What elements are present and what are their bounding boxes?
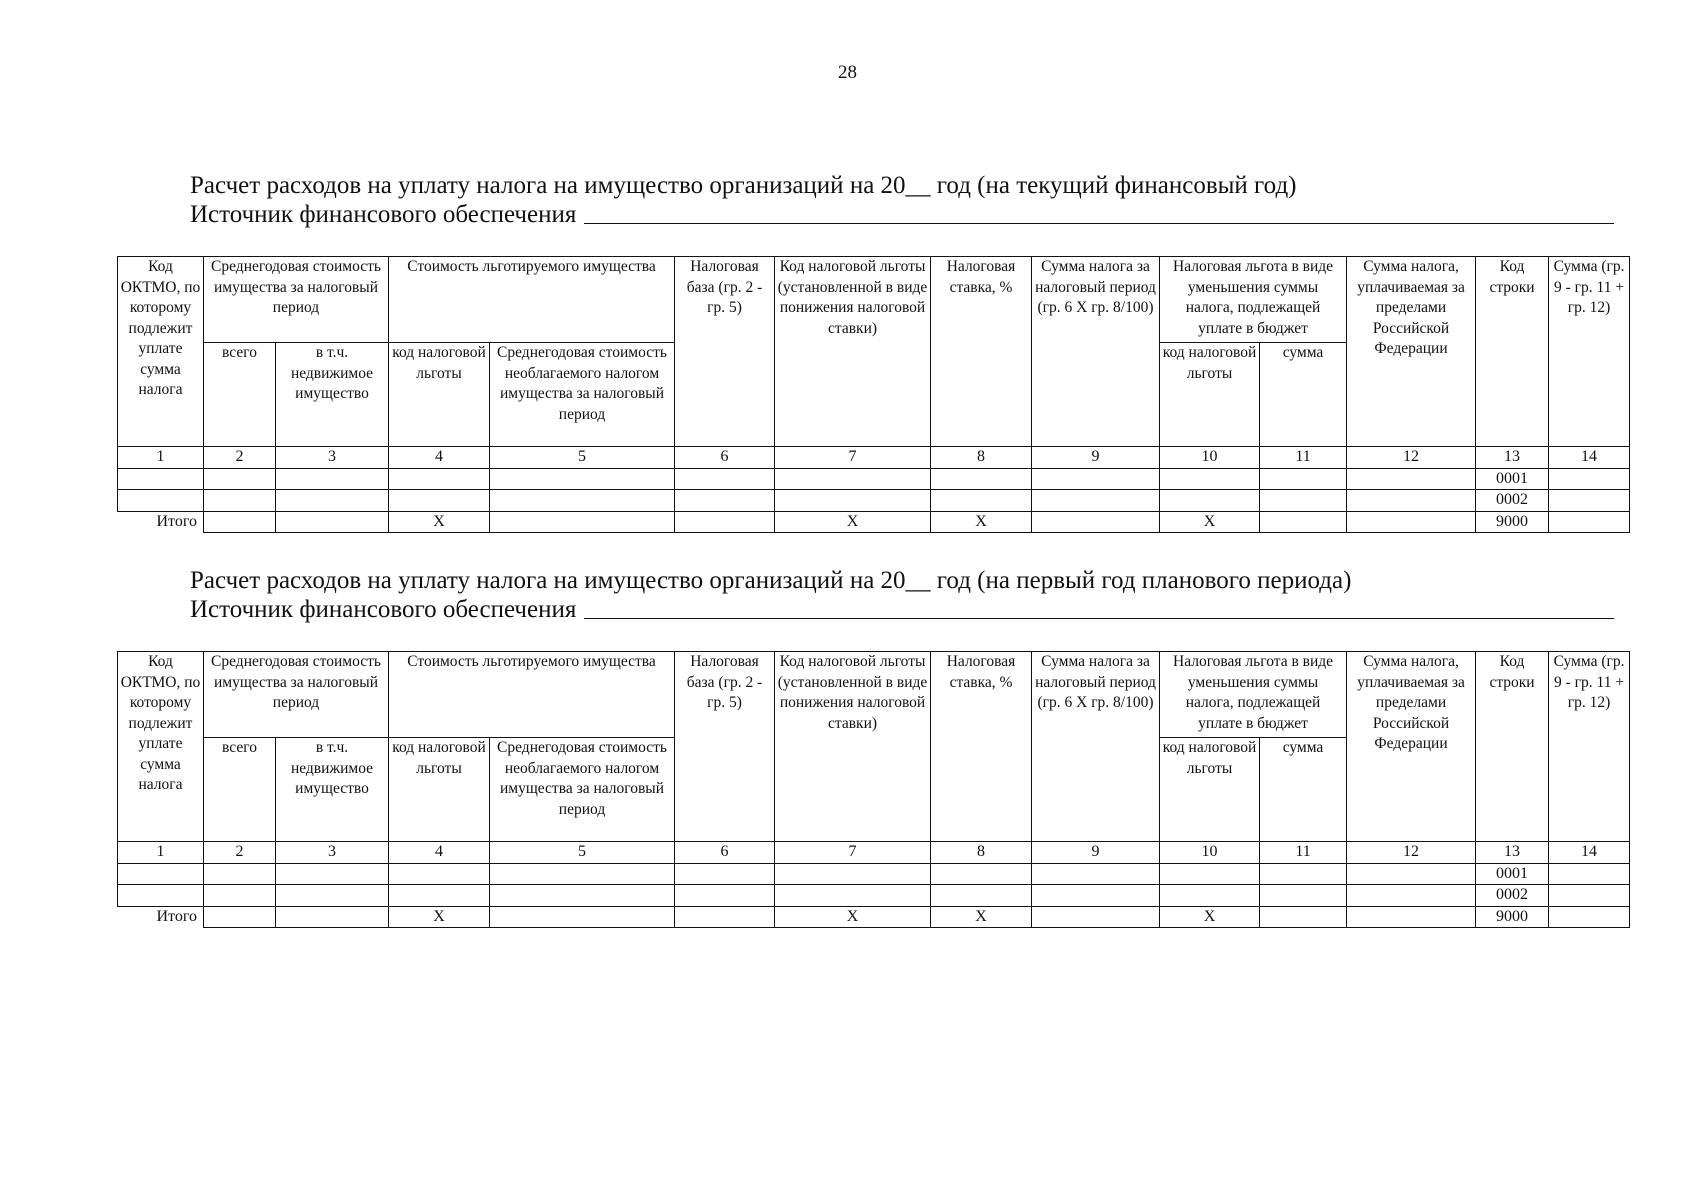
header-reduction: Налоговая льгота в виде уменьшения суммы налога, подлежащей уплате в бюджет bbox=[1160, 257, 1347, 343]
column-number: 6 bbox=[675, 447, 775, 469]
source-line bbox=[190, 596, 1614, 624]
cell-line-code: 9000 bbox=[1476, 906, 1549, 928]
cell-rate-benefit-code[interactable] bbox=[775, 490, 931, 512]
header-total-sum: Сумма (гр. 9 - гр. 11 + гр. 12) bbox=[1549, 652, 1630, 842]
column-number: 7 bbox=[775, 842, 931, 864]
header-reduction-sum: сумма bbox=[1260, 343, 1347, 447]
column-number: 14 bbox=[1549, 842, 1630, 864]
column-number: 2 bbox=[204, 842, 276, 864]
cell-line-code: 0001 bbox=[1476, 863, 1549, 885]
cell-benefit-avg[interactable] bbox=[490, 863, 675, 885]
column-number: 3 bbox=[276, 447, 389, 469]
cell-line-code: 9000 bbox=[1476, 511, 1549, 533]
cell-abroad[interactable] bbox=[1347, 511, 1476, 533]
cell-reduction-sum[interactable] bbox=[1260, 906, 1347, 928]
header-benefit-avg: Среднегодовая стоимость необлагаемого налогом имущества за налоговый период bbox=[490, 343, 675, 447]
cell-avg-total[interactable] bbox=[204, 468, 276, 490]
cell-total-sum[interactable] bbox=[1549, 863, 1630, 885]
source-underline[interactable] bbox=[584, 223, 1614, 224]
header-reduction: Налоговая льгота в виде уменьшения суммы налога, подлежащей уплате в бюджет bbox=[1160, 652, 1347, 738]
cell-tax-sum[interactable] bbox=[1032, 511, 1160, 533]
page-number: 28 bbox=[838, 62, 857, 83]
cell-x-mark: Х bbox=[931, 906, 1032, 928]
cell-benefit-code[interactable] bbox=[389, 885, 490, 907]
cell-reduction-sum[interactable] bbox=[1260, 863, 1347, 885]
header-avg-real-estate: в т.ч. недвижимое имущество bbox=[276, 343, 389, 447]
column-number: 7 bbox=[775, 447, 931, 469]
header-line-code: Код строки bbox=[1476, 652, 1549, 842]
cell-abroad[interactable] bbox=[1347, 468, 1476, 490]
cell-tax-sum[interactable] bbox=[1032, 490, 1160, 512]
header-benefit-code: код налоговой льготы bbox=[389, 738, 490, 842]
cell-avg-real-estate[interactable] bbox=[276, 863, 389, 885]
column-number: 12 bbox=[1347, 842, 1476, 864]
total-label: Итого bbox=[156, 512, 197, 530]
header-avg-cost: Среднегодовая стоимость имущества за налоговый период bbox=[204, 257, 389, 343]
header-tax-rate: Налоговая ставка, % bbox=[931, 652, 1032, 842]
cell-avg-total[interactable] bbox=[204, 906, 276, 928]
cell-oktmo[interactable] bbox=[118, 490, 204, 512]
cell-tax-base[interactable] bbox=[675, 906, 775, 928]
header-benefit-cost: Стоимость льготируемого имущества bbox=[389, 652, 675, 738]
source-label: Источник финансового обеспечения bbox=[190, 201, 577, 228]
cell-tax-base[interactable] bbox=[675, 511, 775, 533]
cell-reduction-sum[interactable] bbox=[1260, 511, 1347, 533]
cell-avg-real-estate[interactable] bbox=[276, 468, 389, 490]
header-avg-total: всего bbox=[204, 343, 276, 447]
header-tax-base: Налоговая база (гр. 2 - гр. 5) bbox=[675, 652, 775, 842]
cell-x-mark: Х bbox=[931, 511, 1032, 533]
total-label: Итого bbox=[156, 907, 197, 925]
cell-oktmo[interactable] bbox=[118, 863, 204, 885]
cell-reduction-code[interactable] bbox=[1160, 885, 1260, 907]
column-number: 8 bbox=[931, 842, 1032, 864]
cell-abroad[interactable] bbox=[1347, 863, 1476, 885]
cell-rate-benefit-code[interactable] bbox=[775, 468, 931, 490]
tax-calc-table bbox=[117, 651, 1630, 928]
cell-abroad[interactable] bbox=[1347, 490, 1476, 512]
header-tax-base: Налоговая база (гр. 2 - гр. 5) bbox=[675, 257, 775, 447]
column-number: 10 bbox=[1160, 842, 1260, 864]
cell-avg-real-estate[interactable] bbox=[276, 490, 389, 512]
cell-benefit-avg[interactable] bbox=[490, 511, 675, 533]
column-number: 4 bbox=[389, 842, 490, 864]
header-tax-rate: Налоговая ставка, % bbox=[931, 257, 1032, 447]
cell-x-mark: Х bbox=[389, 906, 490, 928]
header-benefit-cost: Стоимость льготируемого имущества bbox=[389, 257, 675, 343]
header-total-sum: Сумма (гр. 9 - гр. 11 + гр. 12) bbox=[1549, 257, 1630, 447]
cell-tax-base[interactable] bbox=[675, 885, 775, 907]
cell-tax-rate[interactable] bbox=[931, 863, 1032, 885]
cell-line-code: 0001 bbox=[1476, 468, 1549, 490]
cell-reduction-sum[interactable] bbox=[1260, 468, 1347, 490]
cell-x-mark: Х bbox=[1160, 511, 1260, 533]
header-abroad: Сумма налога, уплачиваемая за пределами Российской Федерации bbox=[1347, 652, 1476, 842]
cell-rate-benefit-code[interactable] bbox=[775, 885, 931, 907]
cell-tax-sum[interactable] bbox=[1032, 885, 1160, 907]
header-avg-total: всего bbox=[204, 738, 276, 842]
column-number: 10 bbox=[1160, 447, 1260, 469]
column-number: 11 bbox=[1260, 842, 1347, 864]
header-reduction-code: код налоговой льготы bbox=[1160, 738, 1260, 842]
cell-tax-rate[interactable] bbox=[931, 885, 1032, 907]
column-number: 14 bbox=[1549, 447, 1630, 469]
cell-benefit-avg[interactable] bbox=[490, 490, 675, 512]
cell-oktmo[interactable] bbox=[118, 885, 204, 907]
header-benefit-code: код налоговой льготы bbox=[389, 343, 490, 447]
cell-rate-benefit-code[interactable] bbox=[775, 863, 931, 885]
cell-total-sum[interactable] bbox=[1549, 511, 1630, 533]
column-number: 13 bbox=[1476, 447, 1549, 469]
column-number: 3 bbox=[276, 842, 389, 864]
cell-benefit-avg[interactable] bbox=[490, 468, 675, 490]
cell-x-mark: Х bbox=[775, 511, 931, 533]
header-avg-real-estate: в т.ч. недвижимое имущество bbox=[276, 738, 389, 842]
cell-tax-rate[interactable] bbox=[931, 490, 1032, 512]
cell-reduction-sum[interactable] bbox=[1260, 885, 1347, 907]
column-number: 2 bbox=[204, 447, 276, 469]
header-benefit-avg: Среднегодовая стоимость необлагаемого налогом имущества за налоговый период bbox=[490, 738, 675, 842]
cell-avg-real-estate[interactable] bbox=[276, 885, 389, 907]
cell-avg-real-estate[interactable] bbox=[276, 906, 389, 928]
column-numbers-row bbox=[118, 842, 1630, 864]
cell-avg-total[interactable] bbox=[204, 511, 276, 533]
cell-avg-total[interactable] bbox=[204, 885, 276, 907]
cell-avg-total[interactable] bbox=[204, 490, 276, 512]
cell-benefit-avg[interactable] bbox=[490, 906, 675, 928]
source-underline[interactable] bbox=[584, 618, 1614, 619]
section-title: Расчет расходов на уплату налога на имущество организаций на 20__ год (на текущий финансовый год) bbox=[190, 172, 1297, 199]
column-number: 8 bbox=[931, 447, 1032, 469]
cell-x-mark: Х bbox=[775, 906, 931, 928]
cell-total-sum[interactable] bbox=[1549, 490, 1630, 512]
cell-tax-rate[interactable] bbox=[931, 468, 1032, 490]
cell-oktmo[interactable] bbox=[118, 468, 204, 490]
cell-reduction-sum[interactable] bbox=[1260, 490, 1347, 512]
total-row bbox=[118, 511, 1630, 533]
column-number: 11 bbox=[1260, 447, 1347, 469]
column-number: 12 bbox=[1347, 447, 1476, 469]
cell-reduction-code[interactable] bbox=[1160, 490, 1260, 512]
header-reduction-code: код налоговой льготы bbox=[1160, 343, 1260, 447]
cell-x-mark: Х bbox=[1160, 906, 1260, 928]
table-row bbox=[118, 863, 1630, 885]
total-row bbox=[118, 906, 1630, 928]
cell-line-code: 0002 bbox=[1476, 885, 1549, 907]
cell-benefit-code[interactable] bbox=[389, 863, 490, 885]
cell-benefit-avg[interactable] bbox=[490, 885, 675, 907]
header-tax-sum: Сумма налога за налоговый период (гр. 6 Х гр. 8/100) bbox=[1032, 652, 1160, 842]
table-row bbox=[118, 490, 1630, 512]
cell-avg-real-estate[interactable] bbox=[276, 511, 389, 533]
column-number: 6 bbox=[675, 842, 775, 864]
cell-reduction-code[interactable] bbox=[1160, 863, 1260, 885]
cell-total-sum[interactable] bbox=[1549, 885, 1630, 907]
table-row bbox=[118, 468, 1630, 490]
column-number: 13 bbox=[1476, 842, 1549, 864]
column-number: 1 bbox=[118, 842, 204, 864]
header-abroad: Сумма налога, уплачиваемая за пределами Российской Федерации bbox=[1347, 257, 1476, 447]
column-number: 5 bbox=[490, 447, 675, 469]
cell-total-sum[interactable] bbox=[1549, 468, 1630, 490]
cell-abroad[interactable] bbox=[1347, 906, 1476, 928]
header-oktmo: Код ОКТМО, по которому подлежит уплате сумма налога bbox=[118, 257, 204, 447]
cell-tax-base[interactable] bbox=[675, 490, 775, 512]
cell-tax-base[interactable] bbox=[675, 863, 775, 885]
column-number: 5 bbox=[490, 842, 675, 864]
cell-tax-sum[interactable] bbox=[1032, 468, 1160, 490]
table-row bbox=[118, 885, 1630, 907]
cell-abroad[interactable] bbox=[1347, 885, 1476, 907]
column-number: 4 bbox=[389, 447, 490, 469]
cell-total-sum[interactable] bbox=[1549, 906, 1630, 928]
cell-benefit-code[interactable] bbox=[389, 490, 490, 512]
header-rate-benefit-code: Код налоговой льготы (установленной в виде понижения налоговой ставки) bbox=[775, 652, 931, 842]
column-number: 1 bbox=[118, 447, 204, 469]
header-rate-benefit-code: Код налоговой льготы (установленной в виде понижения налоговой ставки) bbox=[775, 257, 931, 447]
cell-benefit-code[interactable] bbox=[389, 468, 490, 490]
header-line-code: Код строки bbox=[1476, 257, 1549, 447]
header-avg-cost: Среднегодовая стоимость имущества за налоговый период bbox=[204, 652, 389, 738]
header-reduction-sum: сумма bbox=[1260, 738, 1347, 842]
cell-tax-base[interactable] bbox=[675, 468, 775, 490]
cell-tax-sum[interactable] bbox=[1032, 863, 1160, 885]
cell-avg-total[interactable] bbox=[204, 863, 276, 885]
tax-calc-table bbox=[117, 256, 1630, 533]
column-numbers-row bbox=[118, 447, 1630, 469]
source-line bbox=[190, 201, 1614, 229]
column-number: 9 bbox=[1032, 447, 1160, 469]
section-title: Расчет расходов на уплату налога на имущество организаций на 20__ год (на первый год планового периода) bbox=[190, 567, 1352, 594]
cell-x-mark: Х bbox=[389, 511, 490, 533]
header-oktmo: Код ОКТМО, по которому подлежит уплате сумма налога bbox=[118, 652, 204, 842]
cell-tax-sum[interactable] bbox=[1032, 906, 1160, 928]
cell-line-code: 0002 bbox=[1476, 490, 1549, 512]
cell-reduction-code[interactable] bbox=[1160, 468, 1260, 490]
source-label: Источник финансового обеспечения bbox=[190, 596, 577, 623]
column-number: 9 bbox=[1032, 842, 1160, 864]
header-tax-sum: Сумма налога за налоговый период (гр. 6 Х гр. 8/100) bbox=[1032, 257, 1160, 447]
